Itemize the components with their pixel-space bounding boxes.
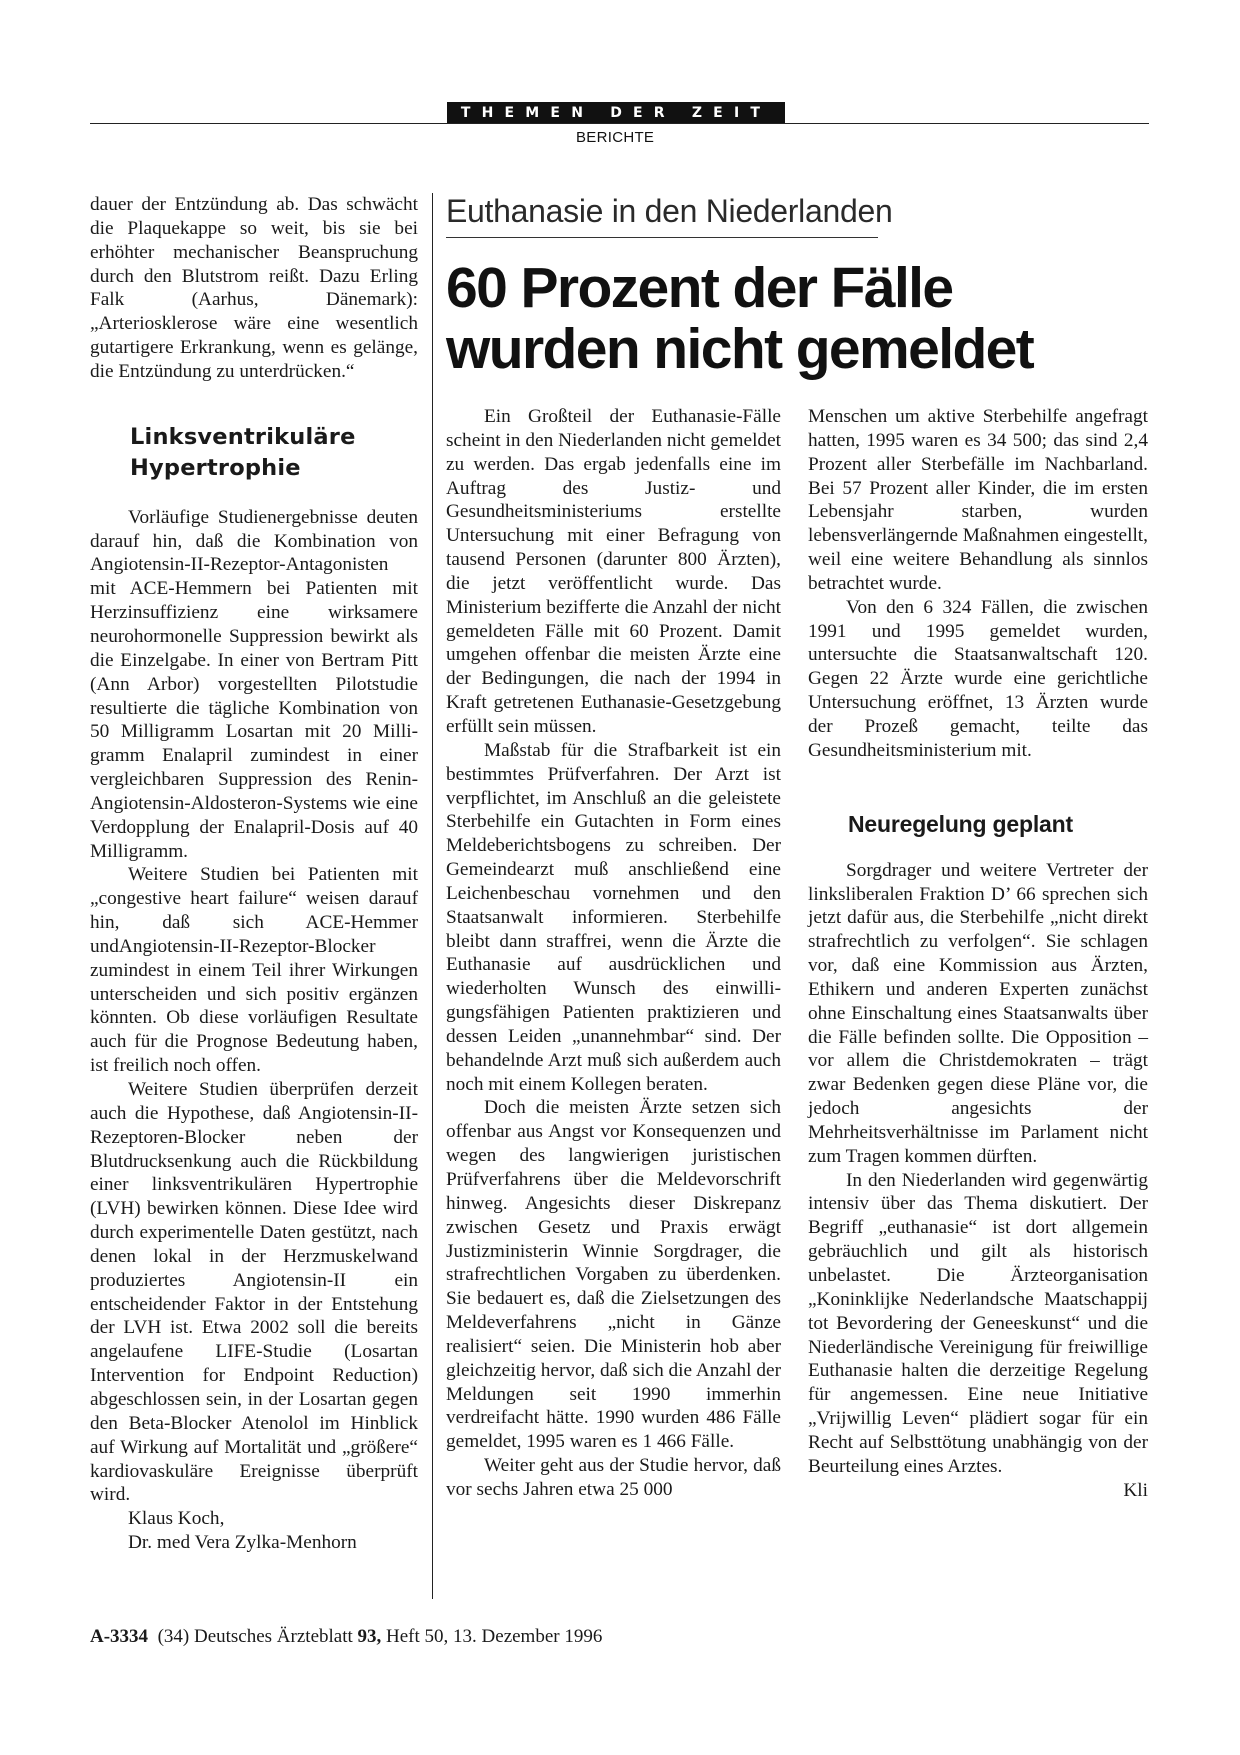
citation-issue: Heft 50, 13. Dezember 1996 [386,1626,603,1647]
article-overline: Euthanasie in den Niederlanden [446,191,878,238]
headline-line: wurden nicht gemeldet [446,317,1034,381]
body-paragraph: dauer der Entzündung ab. Das schwächt die Plaquekappe so weit, bis sie bei erhöhter mechanischer Beanspruchung durch den Blutstrom reißt. Dazu Erling Falk (Aarhus, Dänemark): „Arteriosklerose wäre eine wesentlich gutartigere Erkrankung, wenn es gelänge, die Entzündung zu unterdrücken.“ [90,194,418,382]
body-paragraph: Ein Großteil der Euthanasie-Fälle scheint in den Niederlanden nicht gemeldet zu werden. Das ergab jedenfalls eine im Auftrag des Justiz- und Gesundheitsministeriums erstellte Untersuchung mit einer Befragung von tausend Personen (darunter 800 Ärzten), die jetzt veröffentlicht wurde. Das Ministerium bezifferte die Anzahl der nicht gemeldeten Fälle mit 60 Prozent. Damit umgehen offenbar die meisten Ärzte eine der Bedingungen, die nach der 1994 in Kraft getretenen Euthanasie-Gesetzgebung erfüllt sein müssen. [446,406,781,737]
page-footer [90,1626,602,1648]
author-name: Klaus Koch, [128,1508,225,1530]
column-left [90,193,418,1555]
body-paragraph: Weitere Studien bei Patienten mit „congestive heart failure“ weisen darauf hin, daß sich ACE-Hemmer undAngiotensin-II-Rezeptor-Blocker zumindest in einem Teil ihrer Wirkungen unterscheiden und sich positiv ergänzen könnten. Ob diese vorläufigen Resultate auch für die Prognose Bedeutung haben, ist freilich noch offen. [90,864,418,1077]
author-name: Dr. med Vera Zylka-Menhorn [128,1532,357,1554]
column-divider [432,193,433,1599]
author-signature: Kli [1123,1479,1148,1501]
page-code: A-3334 [90,1626,149,1647]
body-paragraph: Doch die meisten Ärzte setzen sich offenbar aus Angst vor Konsequenzen und wegen des langwierigen juristischen Prüfverfahrens über die Meldevorschrift hinweg. Angesichts dieser Diskrepanz zwischen Gesetz und Praxis erwägt Justizministerin Winnie Sorgdrager, die strafrechtlichen Vorgaben zu überdenken. Sie bedauert es, daß die Zielsetzungen des Meldeverfahrens „nicht in Gänze realisiert“ seien. Die Ministerin hob aber gleichzeitig hervor, daß sich die Anzahl der Meldungen seit 1990 immerhin verdreifacht hätte. 1990 wurden 486 Fälle gemeldet, 1995 waren es 1 466 Fälle. [446,1097,781,1453]
body-paragraph: In den Niederlanden wird gegenwärtig intensiv über das Thema diskutiert. Der Begriff „euthanasie“ ist dort allgemein gebräuchlich und gilt als historisch unbelastet. Die Ärzteorganisation „Koninklijke Nederlandsche Maatschappij tot Bevordering der Geneeskunst“ und die Niederländische Vereinigung für freiwillige Euthanasie halten die derzeitige Regelung für angemessen. Eine neue Initiative „Vrijwillig Leven“ plädiert sogar für ein Recht auf Selbsttötung unabhängig von der Beurteilung eines Arztes. [808,1169,1148,1477]
body-paragraph: Menschen um aktive Sterbehilfe angefragt hatten, 1995 waren es 34 500; das sind 2,4 Prozent aller Sterbefälle im Nachbarland. Bei 57 Prozent aller Kinder, die im ersten Lebensjahr starben, wurden lebensverlängernde Maßnahmen eingestellt, weil eine weitere Behandlung als sinnlos betrachtet wurde. [808,406,1148,594]
header-rule [90,123,1149,124]
subheading-linksventrikulaere: Linksventrikuläre Hypertrophie [130,423,356,481]
body-paragraph: Maßstab für die Strafbarkeit ist ein bestimmtes Prüfverfahren. Der Arzt ist verpflichtet, im Anschluß an die geleistete Sterbehilfe ein Gutachten in Form eines Meldeberichtsbogens zu schreiben. Der Gemeindearzt muß anschließend eine Leichenbeschau vornehmen und den Staatsanwalt informieren. Sterbehilfe bleibt dann straffrei, wenn die Ärzte die Euthanasie auf ausdrücklichen und wiederholten Wunsch des einwilligungsfähigen Patienten praktizieren und dessen Leiden „unannehmbar“ sind. Der behandelnde Arzt muß sich außerdem auch noch mit einem Kollegen beraten. [446,739,781,1095]
section-label: BERICHTE [576,129,655,146]
column-middle [446,405,781,1502]
body-paragraph: Sorgdrager und weitere Vertreter der linksliberalen Fraktion D’ 66 sprechen sich jetzt dafür aus, die Sterbehilfe „nicht direkt strafrechtlich zu verfolgen“. Sie schlagen vor, daß eine Kommission aus Ärzten, Ethikern und anderen Experten zunächst ohne Einschaltung eines Staatsanwalts über die Fälle befinden sollte. Die Opposition – vor allem die Christdemokraten – trägt zwar Bedenken gegen diese Pläne vor, die jedoch angesichts der Mehrheitsverhältnisse im Parlament nicht zum Tragen kommen dürften. [808,859,1148,1167]
citation-volume: 93, [357,1626,382,1647]
body-paragraph: Weiter geht aus der Studie hervor, daß vor sechs Jahren etwa 25 000 [446,1455,781,1500]
body-paragraph: Von den 6 324 Fällen, die zwischen 1991 und 1995 gemeldet wurden, untersuchte die Staatsanwaltschaft 120. Gegen 22 Ärzte wurde eine gerichtliche Untersuchung eröffnet, 13 Ärzten wurde der Prozeß gemacht, teilte das Gesundheitsministerium mit. [808,596,1148,761]
section-kicker-bar: THEMEN DER ZEIT [447,102,785,124]
body-paragraph: Weitere Studien überprüfen derzeit auch die Hypothese, daß Angiotensin-II-Rezeptoren-Blocker neben der Blutdrucksenkung auch die Rückbildung einer linksventrikulären Hypertrophie (LVH) bewirken können. Diese Idee wird durch experimentelle Daten gestützt, nach denen lokal in der Herzmuskelwand produziertes Angiotensin-II ein entscheidender Faktor in der Entstehung der LVH ist. Etwa 2002 soll die bereits angelaufene LIFE-Studie (Losartan Intervention for Endpoint Reduction) abgeschlossen sein, in der Losartan gegen den Beta-Blocker Atenolol im Hinblick auf Wirkung auf Mortalität und „größere“ kardiovaskuläre Ereignisse überprüft wird. [90,1079,418,1506]
headline-line: 60 Prozent der Fälle [446,256,953,320]
citation-journal: (34) Deutsches Ärzteblatt [157,1626,353,1647]
subheading-neuregelung: Neuregelung geplant [848,810,1073,837]
article-headline [446,258,1146,380]
body-paragraph: Vorläufige Studienergebnisse deuten darauf hin, daß die Kombination von Angiotensin-II-Rezeptor-Antagonisten mit ACE-Hemmern bei Patienten mit Herzinsuffizienz eine wirksamere neurohormonelle Suppression bewirkt als die Einzelgabe. In einer von Bertram Pitt (Ann Arbor) vorgestellten Pilotstudie resultierte die tägliche Kombination von 50 Milligramm Losartan mit 20 Milligramm Enalapril zumindest in einer vergleichbaren Suppression des Renin-Angiotensin-Aldosteron-Systems wie eine Verdopplung der Enalapril-Dosis auf 40 Milligramm. [90,506,418,862]
column-right [808,405,1148,1502]
